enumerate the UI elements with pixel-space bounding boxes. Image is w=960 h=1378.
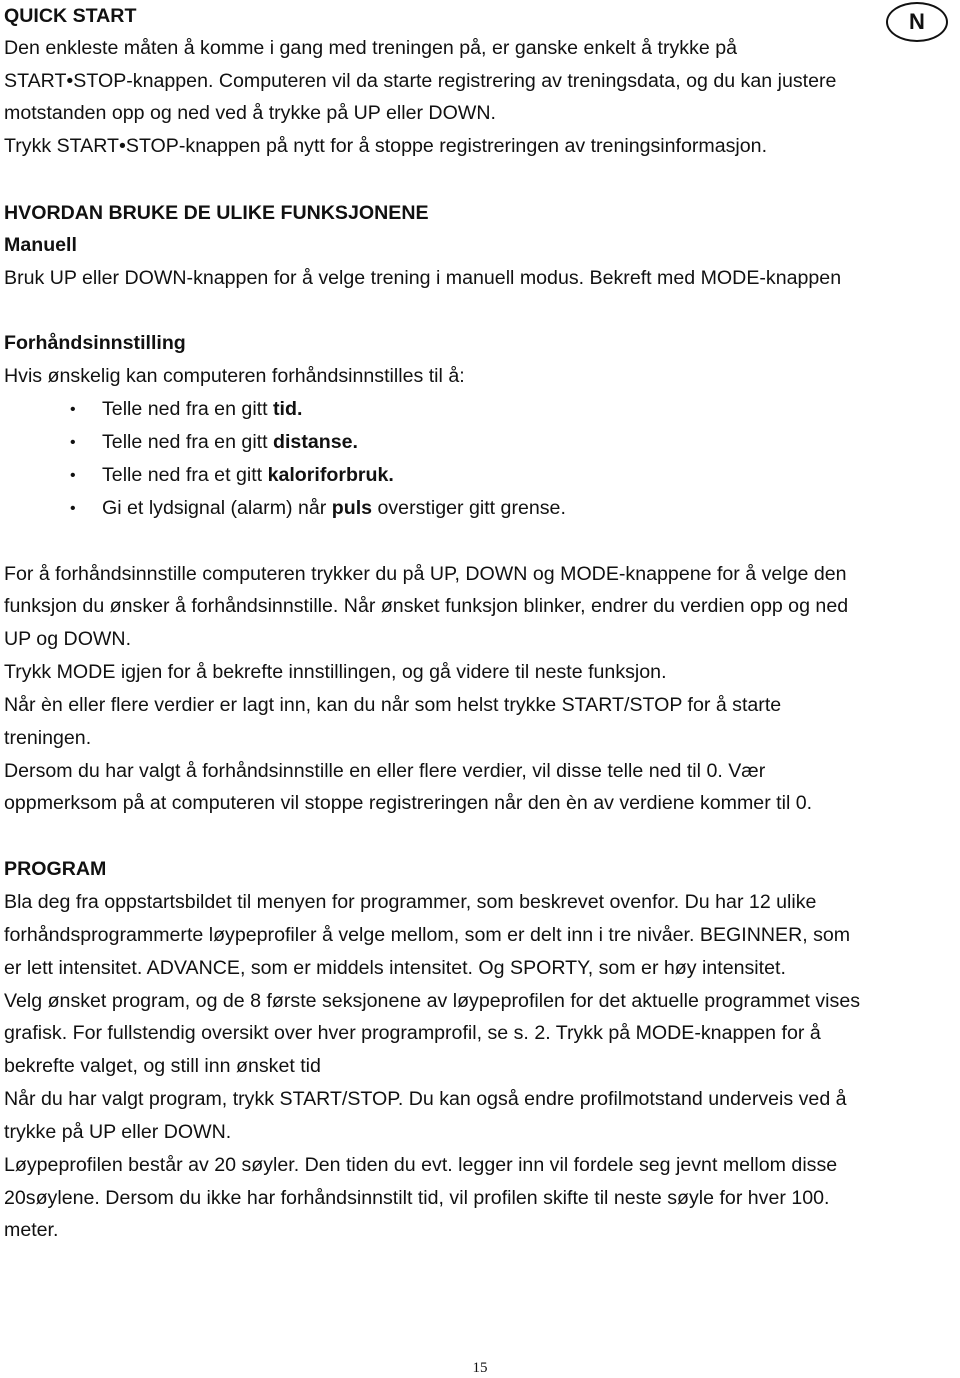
paragraph-line: trykke på UP eller DOWN. — [4, 1121, 232, 1143]
paragraph-line: grafisk. For fullstendig oversikt over hver programprofil, se s. 2. Trykk på MODE-knappen for å — [4, 1022, 821, 1044]
functions-heading: HVORDAN BRUKE DE ULIKE FUNKSJONENE — [4, 202, 429, 224]
list-item — [102, 492, 566, 525]
bullet-icon: • — [70, 401, 76, 418]
list-item-text: Telle ned fra et gitt — [102, 464, 268, 486]
language-badge: N — [886, 2, 948, 42]
manual-text: Bruk UP eller DOWN-knappen for å velge trening i manuell modus. Bekreft med MODE-knappen — [4, 267, 842, 289]
manual-heading: Manuell — [4, 234, 77, 256]
list-item — [102, 459, 394, 492]
page-number: 15 — [472, 1360, 488, 1376]
paragraph-line: For å forhåndsinnstille computeren trykker du på UP, DOWN og MODE-knappene for å velge den — [4, 563, 847, 585]
paragraph-line: Trykk START•STOP-knappen på nytt for å stoppe registreringen av treningsinformasjon. — [4, 135, 768, 157]
list-item-text: Telle ned fra en gitt — [102, 431, 274, 453]
paragraph-line: oppmerksom på at computeren vil stoppe registreringen når den èn av verdiene kommer til 0. — [4, 792, 813, 814]
list-item-bold: distanse. — [273, 431, 358, 453]
paragraph-line: er lett intensitet. ADVANCE, som er middels intensitet. Og SPORTY, som er høy intensitet. — [4, 957, 786, 979]
paragraph-line: Når èn eller flere verdier er lagt inn, kan du når som helst trykke START/STOP for å starte — [4, 694, 782, 716]
list-item-bold: kaloriforbruk. — [267, 464, 394, 486]
list-item-bold: puls — [331, 497, 373, 519]
paragraph-line: UP og DOWN. — [4, 628, 132, 650]
list-item — [102, 426, 358, 459]
preset-intro: Hvis ønskelig kan computeren forhåndsinnstilles til å: — [4, 365, 465, 387]
paragraph-line: Velg ønsket program, og de 8 første seksjonene av løypeprofilen for det aktuelle programmet vises — [4, 990, 861, 1012]
bullet-icon: • — [70, 467, 76, 484]
paragraph-line: treningen. — [4, 727, 92, 749]
preset-heading: Forhåndsinnstilling — [4, 332, 186, 354]
quick-start-heading: QUICK START — [4, 5, 137, 27]
paragraph-line: motstanden opp og ned ved å trykke på UP eller DOWN. — [4, 102, 496, 124]
paragraph-line: Når du har valgt program, trykk START/STOP. Du kan også endre profilmotstand underveis ved å — [4, 1088, 847, 1110]
paragraph-line: Trykk MODE igjen for å bekrefte innstillingen, og gå videre til neste funksjon. — [4, 661, 667, 683]
bullet-icon: • — [70, 500, 76, 517]
list-item-text: Telle ned fra en gitt — [102, 398, 274, 420]
bullet-icon: • — [70, 434, 76, 451]
list-item-bold: tid. — [273, 398, 303, 420]
paragraph-line: START•STOP-knappen. Computeren vil da starte registrering av treningsdata, og du kan justere — [4, 70, 837, 92]
paragraph-line: Bla deg fra oppstartsbildet til menyen for programmer, som beskrevet ovenfor. Du har 12 ulike — [4, 891, 817, 913]
paragraph-line: funksjon du ønsker å forhåndsinnstille. Når ønsket funksjon blinker, endrer du verdien opp og ned — [4, 595, 849, 617]
paragraph-line: Løypeprofilen består av 20 søyler. Den tiden du evt. legger inn vil fordele seg jevnt mellom disse — [4, 1154, 838, 1176]
paragraph-line: bekrefte valget, og still inn ønsket tid — [4, 1055, 321, 1077]
list-item-text: overstiger gitt grense. — [372, 497, 566, 519]
paragraph-line: Dersom du har valgt å forhåndsinnstille en eller flere verdier, vil disse telle ned til 0. Vær — [4, 760, 766, 782]
list-item — [102, 393, 302, 426]
paragraph-line: forhåndsprogrammerte løypeprofiler å velge mellom, som er delt inn i tre nivåer. BEGINNER, som — [4, 924, 851, 946]
paragraph-line: Den enkleste måten å komme i gang med treningen på, er ganske enkelt å trykke på — [4, 37, 738, 59]
list-item-text: Gi et lydsignal (alarm) når — [102, 497, 332, 519]
paragraph-line: meter. — [4, 1219, 59, 1241]
paragraph-line: 20søylene. Dersom du ikke har forhåndsinnstilt tid, vil profilen skifte til neste søyle for hver 100. — [4, 1187, 830, 1209]
program-heading: PROGRAM — [4, 858, 107, 880]
